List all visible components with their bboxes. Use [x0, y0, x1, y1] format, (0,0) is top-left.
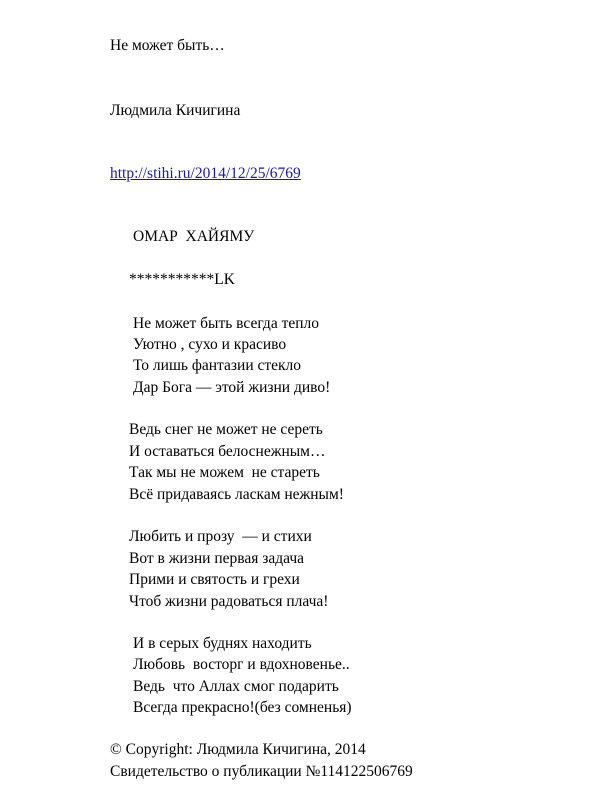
- dedication: ОМАР ХАЙЯМУ: [133, 228, 255, 245]
- stanza-1-line-2: Уютно , сухо и красиво: [133, 336, 287, 353]
- stanza-2-line-4: Всё придаваясь ласкам нежным!: [129, 486, 344, 503]
- poem-title: Не может быть…: [110, 37, 225, 54]
- signature-mark: ***********LK: [129, 271, 235, 288]
- stanza-1-line-4: Дар Бога — этой жизни диво!: [133, 379, 331, 396]
- stanza-2-line-2: И оставаться белоснежным…: [129, 443, 326, 460]
- stanza-1-line-1: Не может быть всегда тепло: [133, 315, 320, 332]
- stanza-3-line-2: Вот в жизни первая задача: [129, 550, 305, 567]
- publication-certificate: Свидетельство о публикации №114122506769: [110, 763, 413, 780]
- stanza-3-line-3: Прими и святость и грехи: [129, 571, 300, 588]
- stanza-4-line-1: И в серых буднях находить: [133, 635, 312, 652]
- author-name: Людмила Кичигина: [110, 102, 241, 119]
- copyright-notice: © Copyright: Людмила Кичигина, 2014: [110, 741, 366, 758]
- stanza-1-line-3: То лишь фантазии стекло: [133, 357, 302, 374]
- stanza-2-line-3: Так мы не можем не стареть: [129, 464, 320, 481]
- stanza-3-line-1: Любить и прозу — и стихи: [129, 528, 312, 545]
- stanza-3-line-4: Чтоб жизни радоваться плача!: [129, 593, 329, 610]
- source-link[interactable]: http://stihi.ru/2014/12/25/6769: [110, 165, 301, 182]
- stanza-4-line-3: Ведь что Аллах смог подарить: [133, 678, 339, 695]
- stanza-2-line-1: Ведь снег не может не сереть: [129, 421, 323, 438]
- stanza-4-line-4: Всегда прекрасно!(без сомненья): [133, 699, 352, 716]
- stanza-4-line-2: Любовь восторг и вдохновенье..: [133, 656, 350, 673]
